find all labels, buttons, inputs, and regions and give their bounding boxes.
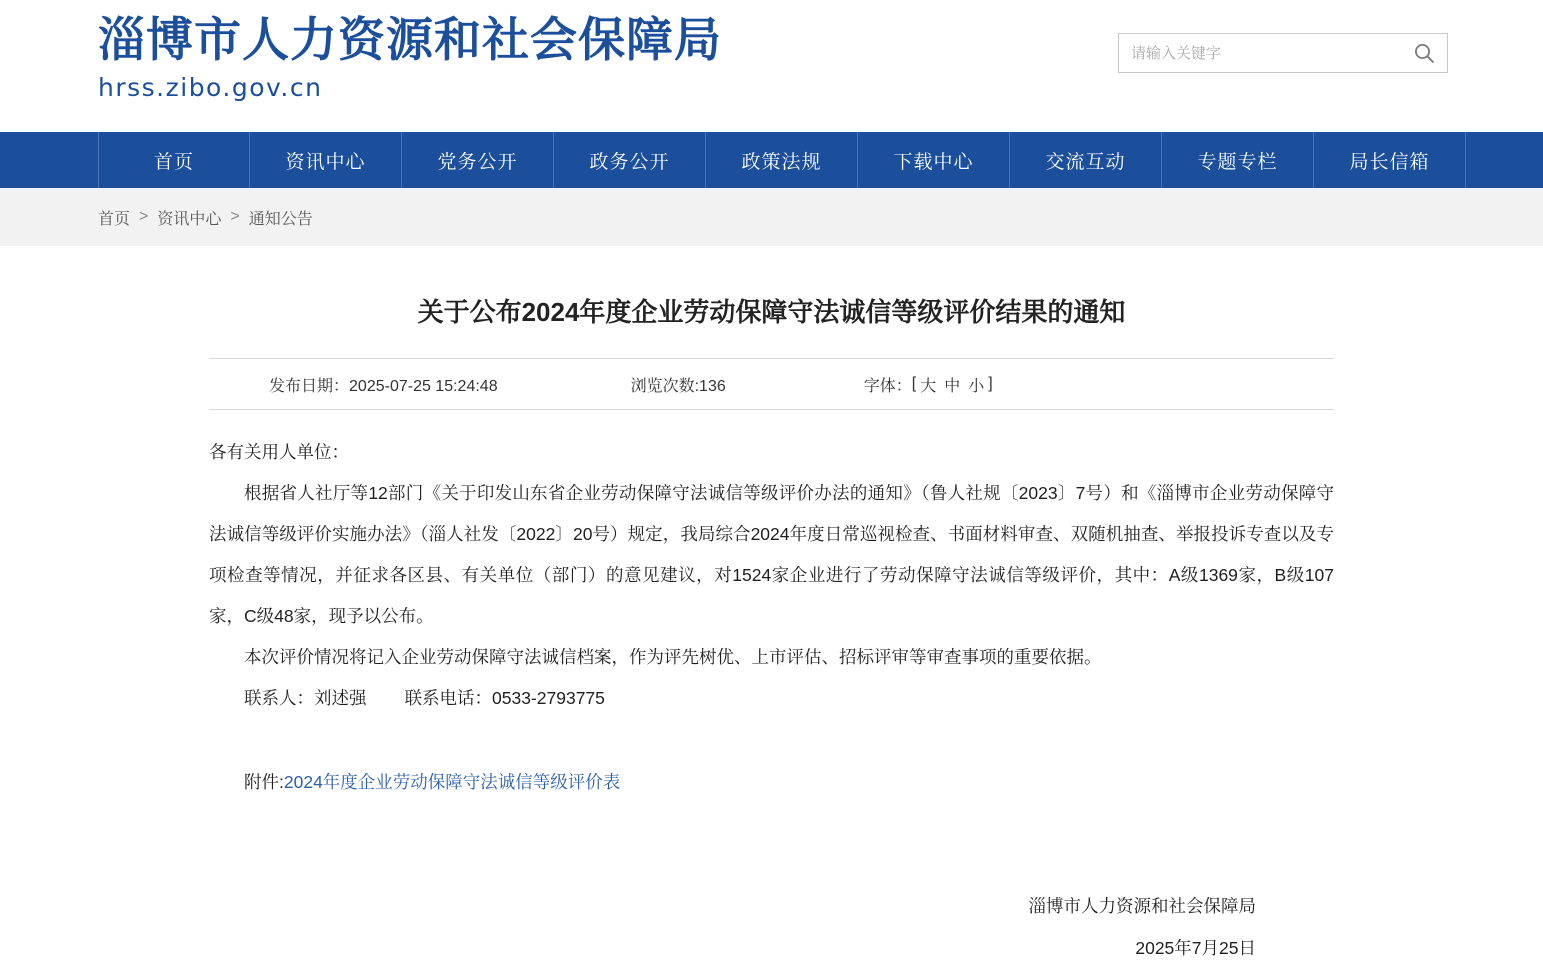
site-logo[interactable] [98,12,722,104]
attachment-link[interactable]: 2024年度企业劳动保障守法诚信等级评价表 [283,772,621,792]
search-button[interactable] [1401,34,1447,72]
contact-person-value: 刘述强 [314,688,367,708]
paragraph-secondary: 本次评价情况将记入企业劳动保障守法诚信档案，作为评先树优、上市评估、招标评审等审查事项的重要依据。 [244,647,1102,667]
nav-item-interaction[interactable]: 交流互动 [1010,132,1162,188]
publish-date-value: 2025-07-25 15:24:48 [349,377,498,395]
breadcrumb-item-news-center[interactable]: 资讯中心 [157,210,222,228]
article-body [209,410,1334,969]
page-title: 关于公布2024年度企业劳动保障守法诚信等级评价结果的通知 [417,297,1126,327]
breadcrumb-item-home[interactable]: 首页 [98,210,131,228]
font-size-控件 [864,373,993,396]
attachment-row [209,765,1334,799]
nav-item-special-topics[interactable]: 专题专栏 [1162,132,1314,188]
publish-date-label: 发布日期： [269,377,350,395]
font-size-small[interactable]: 小 [968,377,985,395]
bracket-right: ] [988,375,993,392]
signature-org: 淄博市人力资源和社会保障局 [1028,896,1256,916]
breadcrumb [0,188,1543,246]
signature-block [209,885,1334,969]
view-count: 浏览次数:136 [630,377,726,395]
nav-item-home[interactable]: 首页 [98,132,250,188]
bracket-left: [ [911,375,917,392]
search-icon [1413,42,1435,64]
breadcrumb-separator: > [139,208,149,225]
nav-item-director-mailbox[interactable]: 局长信箱 [1314,132,1466,188]
nav-item-download-center[interactable]: 下载中心 [858,132,1010,188]
contact-line [209,678,1334,719]
breadcrumb-item-notices[interactable]: 通知公告 [248,210,313,228]
main-nav [0,132,1543,188]
search-box[interactable] [1118,33,1448,73]
breadcrumb-separator: > [230,208,240,225]
font-size-medium[interactable]: 中 [944,377,961,395]
contact-phone-value: 0533-2793775 [492,688,605,708]
paragraph-main: 根据省人社厅等12部门《关于印发山东省企业劳动保障守法诚信等级评价办法的通知》（鲁人社规〔2023〕7号）和《淄博市企业劳动保障守法诚信等级评价实施办法》（淄人社发〔2022〕20号）规定，我局综合2024年度日常巡视检查、书面材料审查、双随机抽查、举报投诉专查以及专项检查等情况，并征求各区县、有关单位（部门）的意见建议，对1524家企业进行了劳动保障守法诚信等级评价，其中：A级1369家，B级107家，C级48家，现予以公布。 [209,483,1334,626]
contact-phone-label: 联系电话： [404,688,492,708]
site-domain: hrss.zibo.gov.cn [98,73,323,102]
article-container [209,246,1334,969]
search-input[interactable] [1119,34,1401,72]
site-title: 淄博市人力资源和社会保障局 [98,13,722,66]
contact-person-label: 联系人： [244,688,314,708]
article-meta [209,358,1334,410]
publish-date [269,373,498,396]
signature-date: 2025年7月25日 [1135,938,1256,958]
font-size-large[interactable]: 大 [920,377,937,395]
nav-item-government-affairs[interactable]: 政务公开 [554,132,706,188]
nav-item-policies-regulations[interactable]: 政策法规 [706,132,858,188]
site-header [0,0,1543,132]
nav-item-party-affairs[interactable]: 党务公开 [402,132,554,188]
paragraph-salutation: 各有关用人单位： [209,442,349,462]
nav-item-news-center[interactable]: 资讯中心 [250,132,402,188]
font-size-label: 字体： [863,377,912,395]
attachment-label: 附件: [244,772,284,792]
